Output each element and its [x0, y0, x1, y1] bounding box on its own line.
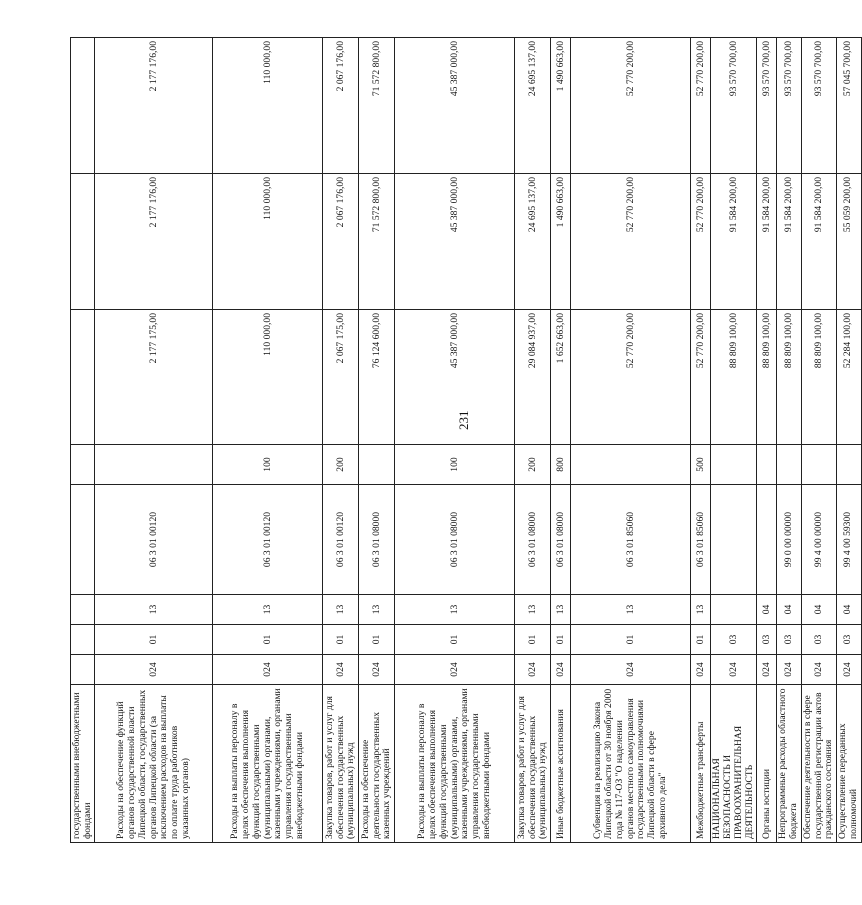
cell-sum-year-2: 45 387 000,00: [395, 174, 515, 310]
cell-name: Закупка товаров, работ и услуг для обеспечения государственных (муниципальных) нужд: [515, 685, 551, 843]
cell-admin-code: 024: [837, 655, 861, 685]
table-row: [777, 38, 801, 843]
cell-section: 03: [757, 625, 777, 655]
cell-sum-year-2: [71, 174, 95, 310]
cell-subsection: 13: [515, 595, 551, 625]
table-row: [395, 38, 515, 843]
cell-admin-code: 024: [571, 655, 691, 685]
cell-subsection: 13: [551, 595, 571, 625]
cell-sum-year-3: 110 000,00: [213, 38, 323, 174]
cell-target-article: 06 3 01 00120: [213, 485, 323, 595]
cell-subsection: [711, 595, 757, 625]
cell-sum-year-3: 93 570 700,00: [801, 38, 836, 174]
cell-sum-year-1: 88 809 100,00: [777, 310, 801, 445]
cell-expense-type: [757, 445, 777, 485]
cell-expense-type: [837, 445, 861, 485]
cell-name: государственными внебюджетными фондами: [71, 685, 95, 843]
cell-subsection: [71, 595, 95, 625]
cell-admin-code: 024: [395, 655, 515, 685]
cell-sum-year-1: [71, 310, 95, 445]
cell-sum-year-3: [71, 38, 95, 174]
cell-name: Расходы на выплаты персоналу в целях обеспечения выполнения функций государственными (муниципальными) органами, казенными учреждениями, органами управления государственными внебюджетными фондами: [395, 685, 515, 843]
cell-sum-year-2: 2 067 176,00: [323, 174, 359, 310]
cell-section: 01: [571, 625, 691, 655]
cell-subsection: 04: [777, 595, 801, 625]
cell-section: 03: [801, 625, 836, 655]
cell-target-article: 06 3 01 85060: [691, 485, 711, 595]
table-row: [757, 38, 777, 843]
cell-target-article: 06 3 01 08000: [359, 485, 395, 595]
cell-subsection: 13: [691, 595, 711, 625]
cell-sum-year-1: 52 284 100,00: [837, 310, 861, 445]
table-row: [801, 38, 836, 843]
cell-target-article: 06 3 01 00120: [323, 485, 359, 595]
cell-target-article: 99 4 00 00000: [801, 485, 836, 595]
cell-sum-year-3: 2 067 176,00: [323, 38, 359, 174]
cell-name: Иные бюджетные ассигнования: [551, 685, 571, 843]
cell-target-article: 06 3 01 08000: [515, 485, 551, 595]
cell-expense-type: 500: [691, 445, 711, 485]
cell-admin-code: 024: [95, 655, 213, 685]
cell-sum-year-1: 1 652 663,00: [551, 310, 571, 445]
table-row: [323, 38, 359, 843]
cell-section: 01: [95, 625, 213, 655]
cell-expense-type: 200: [515, 445, 551, 485]
cell-sum-year-2: 91 584 200,00: [757, 174, 777, 310]
table-row: [837, 38, 861, 843]
cell-expense-type: 800: [551, 445, 571, 485]
cell-sum-year-2: 24 695 137,00: [515, 174, 551, 310]
cell-sum-year-2: 2 177 176,00: [95, 174, 213, 310]
cell-sum-year-1: 29 084 937,00: [515, 310, 551, 445]
cell-target-article: 06 3 01 00120: [95, 485, 213, 595]
cell-expense-type: [777, 445, 801, 485]
cell-sum-year-3: 2 177 176,00: [95, 38, 213, 174]
cell-subsection: 04: [757, 595, 777, 625]
cell-section: 03: [777, 625, 801, 655]
cell-expense-type: 100: [213, 445, 323, 485]
cell-section: 01: [395, 625, 515, 655]
cell-target-article: [757, 485, 777, 595]
cell-sum-year-1: 2 067 175,00: [323, 310, 359, 445]
cell-subsection: 04: [837, 595, 861, 625]
cell-admin-code: 024: [691, 655, 711, 685]
table-row: [213, 38, 323, 843]
cell-subsection: 13: [95, 595, 213, 625]
table-row: [515, 38, 551, 843]
cell-section: [71, 625, 95, 655]
cell-sum-year-3: 57 045 700,00: [837, 38, 861, 174]
cell-expense-type: 200: [323, 445, 359, 485]
cell-admin-code: [71, 655, 95, 685]
cell-name: Межбюджетные трансферты: [691, 685, 711, 843]
table-row: [71, 38, 95, 843]
table-body: [71, 38, 862, 843]
cell-section: 01: [691, 625, 711, 655]
cell-expense-type: [711, 445, 757, 485]
table-row: [359, 38, 395, 843]
table-row: [711, 38, 757, 843]
cell-admin-code: 024: [551, 655, 571, 685]
cell-subsection: 13: [213, 595, 323, 625]
cell-sum-year-2: 52 770 200,00: [691, 174, 711, 310]
page-number: 231: [456, 410, 471, 430]
cell-sum-year-3: 71 572 800,00: [359, 38, 395, 174]
cell-admin-code: 024: [359, 655, 395, 685]
table-row: [551, 38, 571, 843]
cell-target-article: [711, 485, 757, 595]
cell-section: 03: [837, 625, 861, 655]
cell-sum-year-1: 88 809 100,00: [801, 310, 836, 445]
cell-target-article: 06 3 01 08000: [395, 485, 515, 595]
cell-target-article: 06 3 01 08000: [551, 485, 571, 595]
cell-sum-year-3: 45 387 000,00: [395, 38, 515, 174]
cell-target-article: 99 0 00 00000: [777, 485, 801, 595]
table-row: [95, 38, 213, 843]
cell-target-article: [71, 485, 95, 595]
cell-sum-year-1: 45 387 000,00: [395, 310, 515, 445]
rotated-table-wrapper: [70, 38, 859, 843]
cell-name: Закупка товаров, работ и услуг для обеспечения государственных (муниципальных) нужд: [323, 685, 359, 843]
cell-name: Расходы на обеспечение деятельности государственных казенных учреждений: [359, 685, 395, 843]
cell-name: Расходы на обеспечение функций органов государственной власти Липецкой области, государственных органов Липецкой области (за исключением расходов на выплаты по оплате труда работников указанных органов): [95, 685, 213, 843]
cell-expense-type: [359, 445, 395, 485]
cell-section: 01: [359, 625, 395, 655]
cell-sum-year-1: 52 770 200,00: [691, 310, 711, 445]
cell-admin-code: 024: [801, 655, 836, 685]
cell-name: Обеспечение деятельности в сфере государственной регистрации актов гражданского состояния: [801, 685, 836, 843]
budget-table: [70, 37, 862, 843]
cell-name: Органы юстиции: [757, 685, 777, 843]
cell-admin-code: 024: [777, 655, 801, 685]
cell-subsection: 04: [801, 595, 836, 625]
cell-section: 01: [551, 625, 571, 655]
cell-expense-type: [95, 445, 213, 485]
cell-sum-year-1: 76 124 600,00: [359, 310, 395, 445]
cell-sum-year-2: 91 584 200,00: [777, 174, 801, 310]
cell-name: Субвенция на реализацию Закона Липецкой области от 30 ноября 2000 года № 117-ОЗ "О наделении органов местного самоуправления государственными полномочиями Липецкой области в сфере архивного дела": [571, 685, 691, 843]
cell-admin-code: 024: [711, 655, 757, 685]
cell-expense-type: [801, 445, 836, 485]
cell-section: 01: [213, 625, 323, 655]
cell-sum-year-3: 52 770 200,00: [571, 38, 691, 174]
cell-subsection: 13: [395, 595, 515, 625]
cell-section: 03: [711, 625, 757, 655]
cell-target-article: 06 3 01 85060: [571, 485, 691, 595]
cell-name: НАЦИОНАЛЬНАЯ БЕЗОПАСНОСТЬ И ПРАВООХРАНИТЕЛЬНАЯ ДЕЯТЕЛЬНОСТЬ: [711, 685, 757, 843]
cell-sum-year-3: 93 570 700,00: [757, 38, 777, 174]
cell-sum-year-1: 110 000,00: [213, 310, 323, 445]
cell-sum-year-1: 88 809 100,00: [757, 310, 777, 445]
cell-expense-type: [571, 445, 691, 485]
cell-sum-year-1: 2 177 175,00: [95, 310, 213, 445]
cell-sum-year-3: 52 770 200,00: [691, 38, 711, 174]
cell-sum-year-3: 93 570 700,00: [711, 38, 757, 174]
cell-admin-code: 024: [213, 655, 323, 685]
cell-expense-type: 100: [395, 445, 515, 485]
cell-sum-year-2: 71 572 800,00: [359, 174, 395, 310]
cell-section: 01: [515, 625, 551, 655]
table-row: [691, 38, 711, 843]
cell-section: 01: [323, 625, 359, 655]
cell-sum-year-3: 1 490 663,00: [551, 38, 571, 174]
cell-sum-year-2: 52 770 200,00: [571, 174, 691, 310]
table-row: [571, 38, 691, 843]
cell-sum-year-2: 1 490 663,00: [551, 174, 571, 310]
cell-admin-code: 024: [323, 655, 359, 685]
cell-sum-year-2: 91 584 200,00: [711, 174, 757, 310]
cell-sum-year-1: 88 809 100,00: [711, 310, 757, 445]
cell-subsection: 13: [571, 595, 691, 625]
cell-name: Расходы на выплаты персоналу в целях обеспечения выполнения функций государственными (муниципальными) органами, казенными учреждениями, органами управления государственными внебюджетными фондами: [213, 685, 323, 843]
cell-name: Непрограммные расходы областного бюджета: [777, 685, 801, 843]
cell-sum-year-2: 55 059 200,00: [837, 174, 861, 310]
cell-sum-year-2: 91 584 200,00: [801, 174, 836, 310]
cell-admin-code: 024: [757, 655, 777, 685]
cell-admin-code: 024: [515, 655, 551, 685]
cell-expense-type: [71, 445, 95, 485]
cell-sum-year-3: 24 695 137,00: [515, 38, 551, 174]
cell-target-article: 99 4 00 59300: [837, 485, 861, 595]
cell-sum-year-1: 52 770 200,00: [571, 310, 691, 445]
cell-subsection: 13: [323, 595, 359, 625]
cell-sum-year-3: 93 570 700,00: [777, 38, 801, 174]
cell-subsection: 13: [359, 595, 395, 625]
cell-name: Осуществление переданных полномочий: [837, 685, 861, 843]
cell-sum-year-2: 110 000,00: [213, 174, 323, 310]
